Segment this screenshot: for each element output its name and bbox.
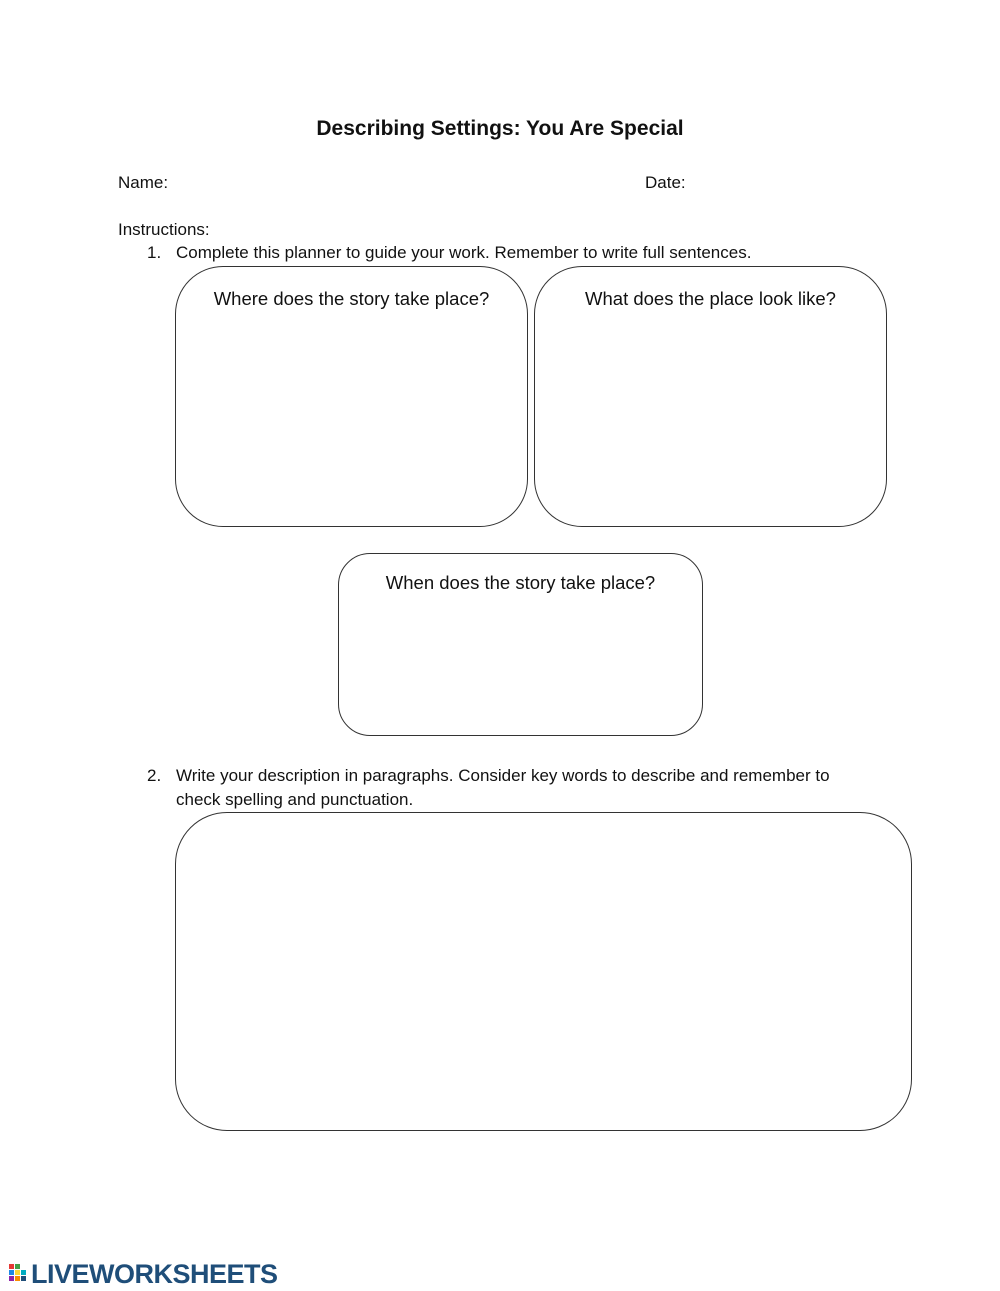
where-question: Where does the story take place? [213, 288, 490, 309]
date-label: Date: [645, 173, 686, 192]
where-answer-box[interactable] [175, 266, 528, 527]
name-label: Name: [118, 173, 169, 192]
step1-text: Complete this planner to guide your work. Remember to write full sentences. [176, 243, 752, 262]
logo-text: LIVEWORKSHEETS [31, 1258, 278, 1289]
step1-number: 1. [147, 243, 162, 262]
worksheet-title: Describing Settings: You Are Special [316, 117, 684, 140]
step2-text-line1: Write your description in paragraphs. Consider key words to describe and remember to [176, 766, 830, 785]
what-answer-box[interactable] [534, 266, 887, 527]
logo-blocks-icon [9, 1262, 29, 1286]
description-answer-box[interactable] [175, 812, 912, 1131]
step2-number: 2. [147, 766, 162, 785]
when-question: When does the story take place? [385, 572, 656, 593]
what-question: What does the place look like? [585, 288, 836, 309]
instructions-label: Instructions: [118, 220, 210, 239]
liveworksheets-logo [9, 1260, 278, 1288]
step2-text-line2: check spelling and punctuation. [176, 790, 414, 809]
when-answer-box[interactable] [338, 553, 703, 736]
